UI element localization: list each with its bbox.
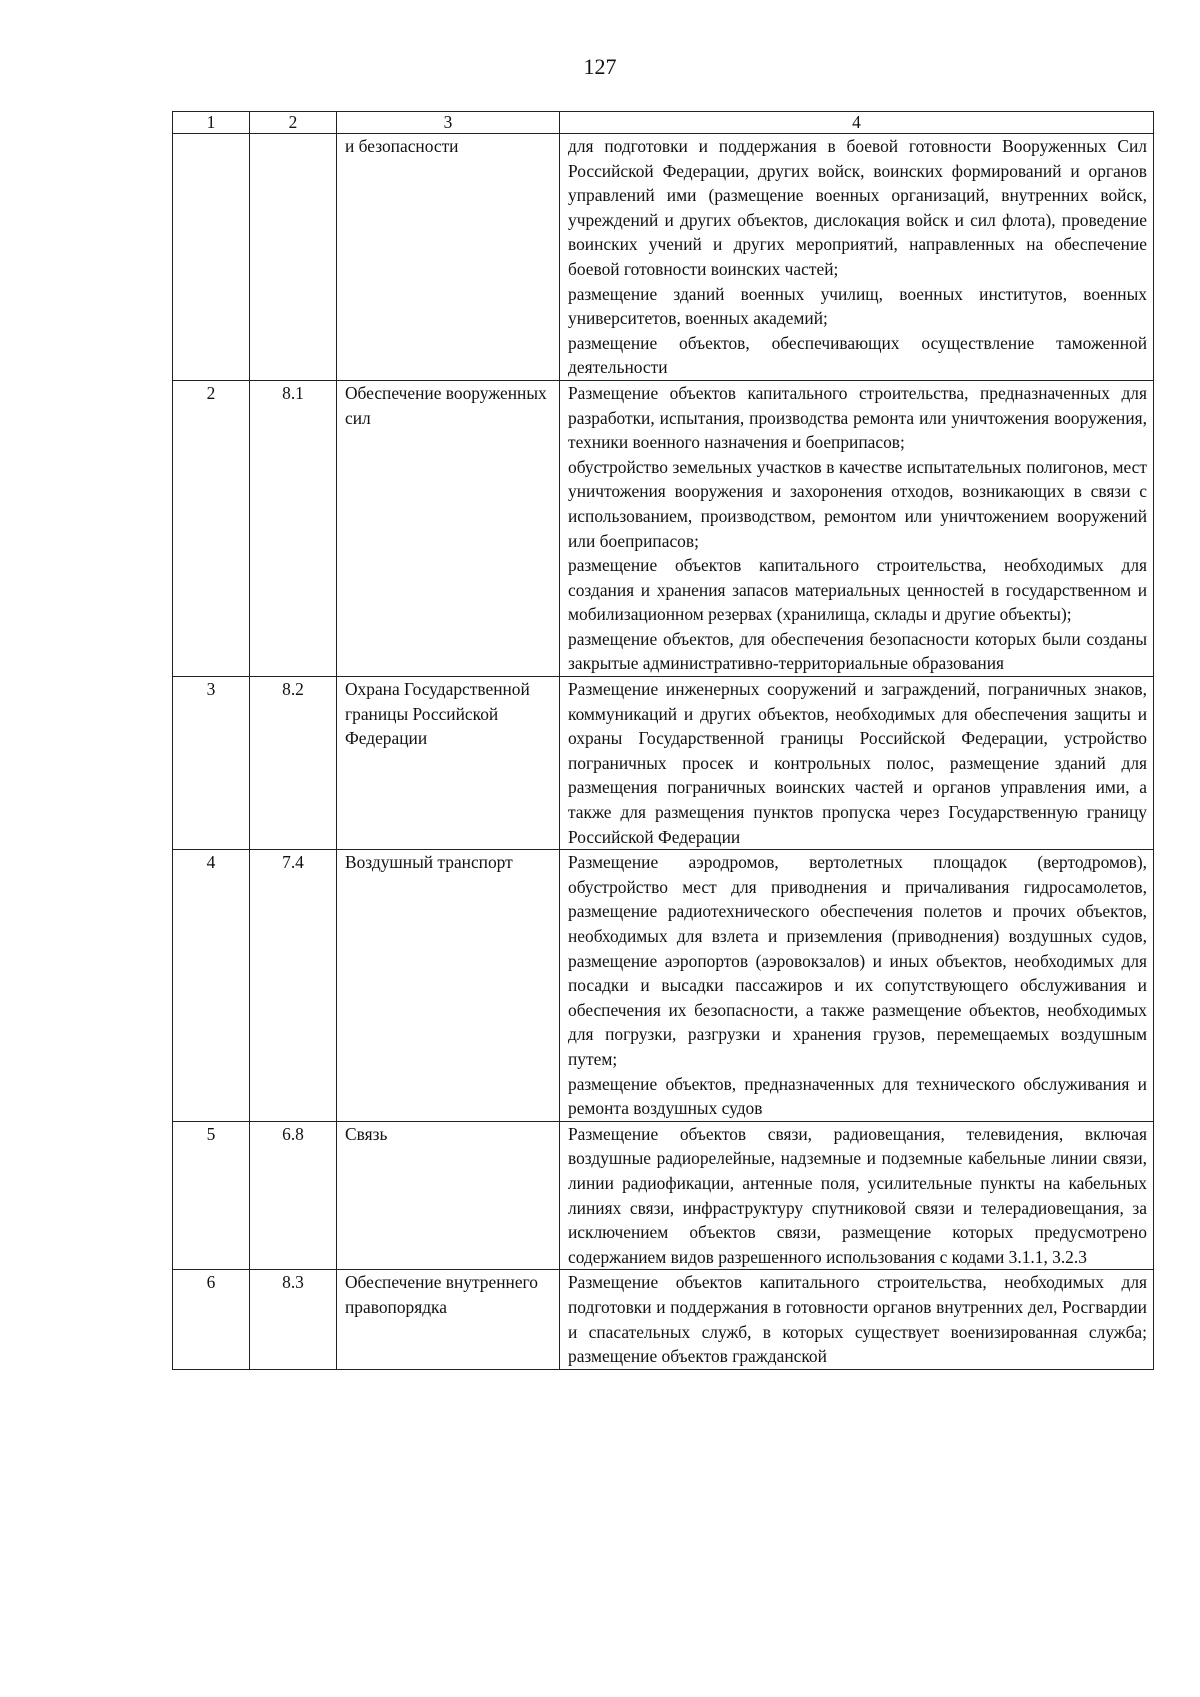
description-paragraph: обустройство земельных участков в качестве испытательных полигонов, мест уничтожения вооружения и захоронения отходов, возникающих в связи с использованием, производством, ремонтом или уничтожением вооружений или боеприпасов; bbox=[568, 456, 1147, 551]
description-paragraph: размещение зданий военных училищ, военных институтов, военных университетов, военных академий; bbox=[568, 283, 1147, 329]
table-row bbox=[173, 1270, 1154, 1369]
use-name-cell: Воздушный транспорт bbox=[337, 850, 560, 1122]
table-row bbox=[173, 850, 1154, 1122]
description-paragraph: размещение объектов, предназначенных для технического обслуживания и ремонта воздушных судов bbox=[568, 1073, 1147, 1119]
page-number: 127 bbox=[583, 54, 617, 79]
use-code-cell: 8.2 bbox=[250, 677, 337, 850]
use-name-cell: Обеспечение внутреннего правопорядка bbox=[337, 1270, 560, 1369]
table-row bbox=[173, 677, 1154, 850]
table-row bbox=[173, 380, 1154, 676]
description-paragraph: Размещение объектов капитального строительства, необходимых для подготовки и поддержания в готовности органов внутренних дел, Росгвардии и спасательных служб, в которых существует военизированная служба; размещение объектов гражданской bbox=[568, 1272, 1147, 1367]
description-paragraph: Размещение объектов связи, радиовещания, телевидения, включая воздушные радиорелейные, надземные и подземные кабельные линии связи, линии радиофикации, антенные поля, усилительные пункты на кабельных линиях связи, инфраструктуру спутниковой связи и телерадиовещания, за исключением объектов связи, размещение которых предусмотрено содержанием видов разрешенного использования с кодами 3.1.1, 3.2.3 bbox=[568, 1123, 1147, 1267]
description-cell bbox=[560, 380, 1154, 676]
use-name-cell: и безопасности bbox=[337, 134, 560, 381]
description-cell bbox=[560, 850, 1154, 1122]
use-code-cell: 8.1 bbox=[250, 380, 337, 676]
description-cell bbox=[560, 134, 1154, 381]
row-number-cell: 2 bbox=[173, 380, 250, 676]
use-code-cell bbox=[250, 134, 337, 381]
use-name-cell: Охрана Государственной границы Российской Федерации bbox=[337, 677, 560, 850]
row-number-cell: 3 bbox=[173, 677, 250, 850]
description-cell bbox=[560, 1270, 1154, 1369]
description-paragraph: размещение объектов капитального строительства, необходимых для создания и хранения запасов материальных ценностей в государственном и мобилизационном резервах (хранилища, склады и другие объекты); bbox=[568, 555, 1147, 625]
header-cell: 1 bbox=[173, 112, 250, 134]
description-cell bbox=[560, 1121, 1154, 1270]
row-number-cell bbox=[173, 134, 250, 381]
header-cell: 4 bbox=[560, 112, 1154, 134]
row-number-cell: 6 bbox=[173, 1270, 250, 1369]
row-number-cell: 4 bbox=[173, 850, 250, 1122]
description-paragraph: для подготовки и поддержания в боевой готовности Вооруженных Сил Российской Федерации, других войск, воинских формирований и органов управлений ими (размещение военных организаций, внутренних войск, учреждений и других объектов, дислокация войск и сил флота), проведение воинских учений и других мероприятий, направленных на обеспечение боевой готовности воинских частей; bbox=[568, 136, 1147, 279]
row-number-cell: 5 bbox=[173, 1121, 250, 1270]
use-name-cell: Обеспечение вооруженных сил bbox=[337, 380, 560, 676]
description-paragraph: размещение объектов, обеспечивающих осуществление таможенной деятельности bbox=[568, 332, 1147, 378]
description-paragraph: Размещение объектов капитального строительства, предназначенных для разработки, испытания, производства ремонта или уничтожения вооружения, техники военного назначения и боеприпасов; bbox=[568, 382, 1147, 453]
table-row bbox=[173, 1121, 1154, 1270]
use-code-cell: 8.3 bbox=[250, 1270, 337, 1369]
table-row bbox=[173, 134, 1154, 381]
table-header-row bbox=[173, 112, 1154, 134]
use-code-cell: 6.8 bbox=[250, 1121, 337, 1270]
description-paragraph: Размещение аэродромов, вертолетных площадок (вертодромов), обустройство мест для приводнения и причаливания гидросамолетов, размещение радиотехнического обеспечения полетов и прочих объектов, необходимых для взлета и приземления (приводнения) воздушных судов, размещение аэропортов (аэровокзалов) и иных объектов, необходимых для посадки и высадки пассажиров и их сопутствующего обслуживания и обеспечения их безопасности, а также размещение объектов, необходимых для погрузки, разгрузки и хранения грузов, перемещаемых воздушным путем; bbox=[568, 852, 1147, 1069]
description-cell bbox=[560, 677, 1154, 850]
use-name-cell: Связь bbox=[337, 1121, 560, 1270]
land-use-table bbox=[172, 111, 1154, 1370]
description-paragraph: размещение объектов, для обеспечения безопасности которых были созданы закрытые административно-территориальные образования bbox=[568, 628, 1147, 674]
header-cell: 3 bbox=[337, 112, 560, 134]
description-paragraph: Размещение инженерных сооружений и заграждений, пограничных знаков, коммуникаций и других объектов, необходимых для обеспечения защиты и охраны Государственной границы Российской Федерации, устройство пограничных просек и контрольных полос, размещение зданий для размещения пограничных воинских частей и органов управления ими, а также для размещения пунктов пропуска через Государственную границу Российской Федерации bbox=[568, 679, 1147, 847]
header-cell: 2 bbox=[250, 112, 337, 134]
use-code-cell: 7.4 bbox=[250, 850, 337, 1122]
